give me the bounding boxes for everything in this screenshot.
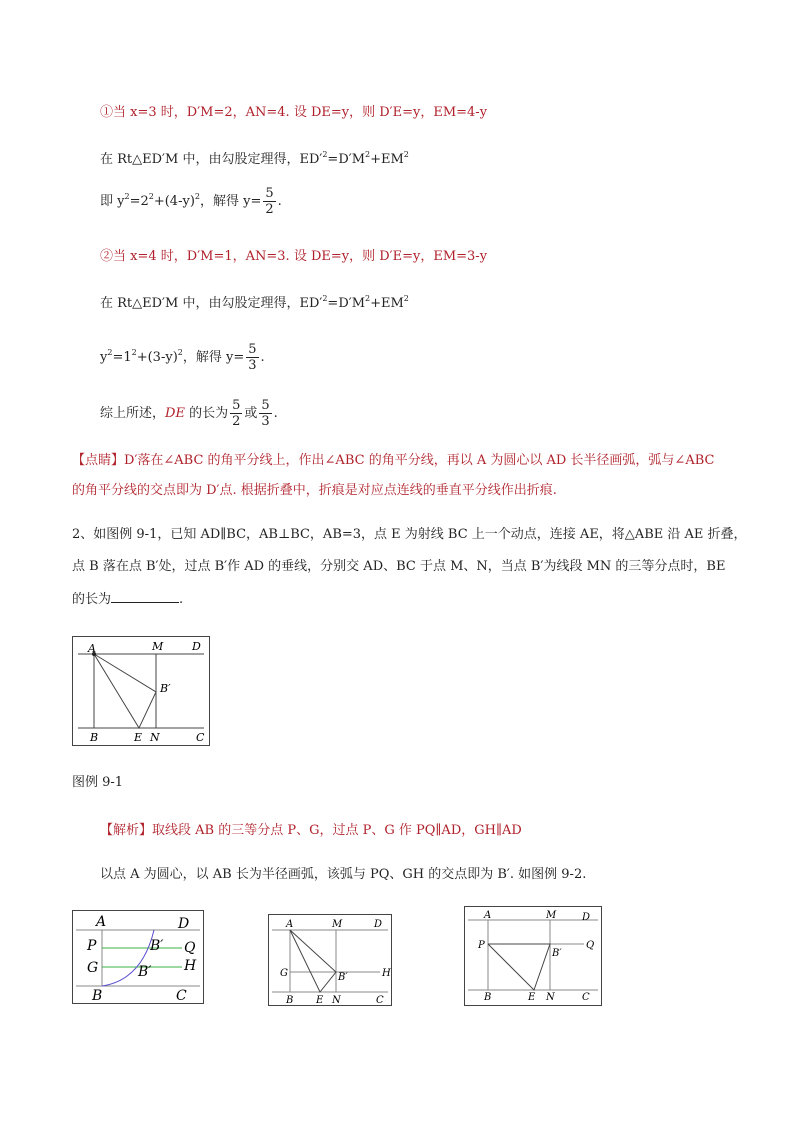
case1-eq-pre: 即 y — [100, 194, 125, 209]
summary-de: DE — [165, 406, 185, 421]
summary-line — [100, 398, 278, 429]
case1-line1 — [100, 104, 487, 122]
frac-num: 5 — [232, 398, 241, 413]
fig2a-label-a: A — [96, 914, 107, 930]
fig2c-label-b: B — [484, 992, 492, 1003]
problem2-line3 — [72, 590, 183, 609]
case2-eq-mid2: +(3-y) — [136, 350, 178, 365]
figure2c-frame — [465, 907, 602, 1006]
sup: 2 — [194, 192, 200, 201]
fig2c-label-e: E — [528, 992, 536, 1003]
tip-tag: 【点睛】 — [72, 453, 125, 468]
frac-num: 5 — [265, 186, 274, 201]
sup: 2 — [131, 348, 137, 357]
case2-pythag-mid: =D′M — [327, 296, 365, 311]
case2-eq-post: ，解得 y= — [182, 350, 245, 365]
sup: 2 — [403, 294, 409, 303]
sup: 2 — [124, 192, 130, 201]
solution-text1: 取线段 AB 的三等分点 P、G，过点 P、G 作 PQ∥AD，GH∥AD — [152, 823, 522, 838]
fig2a-label-d: D — [178, 916, 190, 932]
problem2-line2: 点 B 落在点 B′处，过点 B′作 AD 的垂线，分别交 AD、BC 于点 M、N，当点 B′为线段 MN 的三等分点时，BE — [72, 559, 726, 574]
summary-mid: 的长为 — [184, 406, 229, 421]
sup: 2 — [403, 150, 409, 159]
tip-line1 — [72, 452, 714, 470]
fig1-label-c: C — [196, 731, 205, 744]
sup: 2 — [365, 150, 371, 159]
fig1-label-d: D — [192, 640, 201, 653]
fig2a-label-c: C — [176, 988, 187, 1004]
fig1-label-a: A — [88, 642, 96, 655]
figure-9-2a — [72, 910, 204, 1004]
fig2c-label-bprime: B′ — [552, 948, 562, 959]
frac-den: 3 — [248, 358, 257, 373]
fig2a-label-p: P — [87, 938, 97, 954]
frac-den: 3 — [261, 414, 270, 429]
fig1-label-n: N — [150, 731, 160, 744]
sup: 2 — [148, 192, 154, 201]
case2-eq-pre: y — [100, 350, 108, 365]
case1-text: 当 x=3 时，D′M=2，AN=4. 设 DE=y，则 D′E=y，EM=4-y — [113, 105, 488, 120]
fig2c-label-n: N — [546, 992, 555, 1003]
problem2-end: . — [179, 592, 184, 607]
fig2b-label-b: B — [286, 995, 294, 1006]
fig2b-label-h: H — [382, 968, 391, 979]
case1-pythag-mid: =D′M — [327, 152, 365, 167]
fig2c-label-d: D — [582, 912, 591, 923]
solution-line2: 以点 A 为圆心，以 AB 长为半径画弧，该弧与 PQ、GH 的交点即为 B′. 如图例 9-2. — [100, 867, 587, 882]
frac-den: 2 — [265, 202, 274, 217]
case1-pythag-text: 在 Rt△ED′M 中，由勾股定理得，ED′ — [100, 152, 323, 167]
summary-frac2 — [259, 398, 271, 429]
fig2c-label-m: M — [546, 910, 557, 921]
fig2a-label-bprime1: B′ — [150, 938, 164, 954]
case1-mark: ① — [100, 105, 114, 120]
case1-line3: 即 $y^2=2^2+(4-y)^2$，解得 y= $\frac{5}{2}$ . — [100, 186, 282, 217]
solution-tag: 【解析】 — [100, 823, 153, 838]
figure1-caption: 图例 9-1 — [72, 775, 124, 790]
fig2c-label-a: A — [484, 910, 492, 921]
fig2a-label-q: Q — [184, 940, 196, 956]
sup: 2 — [107, 348, 113, 357]
case1-line2 — [100, 146, 409, 169]
fold-triangle — [94, 654, 156, 728]
frac-den: 2 — [232, 414, 241, 429]
solution-line1 — [100, 822, 522, 840]
frac-num: 5 — [248, 342, 257, 357]
sup: 2 — [322, 150, 328, 159]
fig2b-label-bprime: B′ — [338, 972, 348, 983]
answer-blank — [111, 590, 179, 603]
fig2c-label-c: C — [582, 992, 590, 1003]
fig2b-label-e: E — [316, 995, 324, 1006]
figure-9-1 — [72, 636, 210, 746]
summary-end: . — [273, 406, 278, 421]
case2-line1 — [100, 248, 487, 266]
fig1-label-e: E — [134, 731, 143, 744]
fig2a-label-g: G — [87, 960, 99, 976]
sup: 2 — [365, 294, 371, 303]
case2-line3: $y^2=1^2+(3-y)^2$，解得 y= $\frac{5}{3}$ . — [100, 342, 265, 373]
fig1-label-m: M — [152, 640, 164, 653]
case1-eq-mid2: +(4-y) — [153, 194, 195, 209]
case2-text: 当 x=4 时，D′M=1，AN=3. 设 DE=y，则 D′E=y，EM=3-y — [113, 249, 488, 264]
frac-num: 5 — [261, 398, 270, 413]
fig2b-label-a: A — [286, 919, 294, 930]
fig2b-label-d: D — [374, 919, 383, 930]
case1-pythag-mid2: +EM — [370, 152, 404, 167]
problem2-prompt: 的长为 — [72, 592, 112, 607]
case2-pythag-text: 在 Rt△ED′M 中，由勾股定理得，ED′ — [100, 296, 323, 311]
fig1-label-bprime: B′ — [160, 682, 171, 695]
summary-frac1 — [230, 398, 242, 429]
problem2-line1: 2、如图例 9-1，已知 AD∥BC，AB⊥BC，AB=3，点 E 为射线 BC 上一个动点，连接 AE，将△ABE 沿 AE 折叠， — [72, 527, 747, 542]
case2-line2 — [100, 290, 409, 313]
fig2a-label-bprime2: B′ — [138, 964, 152, 980]
fig2c-label-q: Q — [586, 940, 595, 951]
fold-triangle — [488, 944, 550, 990]
fig1-label-b: B — [90, 731, 99, 744]
case1-eq-post: ，解得 y= — [199, 194, 262, 209]
tip-line2: 的角平分线的交点即为 D′点. 根据折叠中，折痕是对应点连线的垂直平分线作出折痕. — [72, 483, 557, 498]
summary-or: 或 — [244, 406, 258, 421]
summary-pre: 综上所述， — [100, 406, 166, 421]
case2-eq-mid: =1 — [112, 350, 132, 365]
case1-fraction — [263, 186, 275, 217]
fig2b-label-c: C — [376, 995, 384, 1006]
figure-9-2c — [464, 906, 602, 1006]
fig2b-label-g: G — [280, 968, 288, 979]
case2-fraction — [246, 342, 258, 373]
tip-text1: D′落在∠ABC 的角平分线上，作出∠ABC 的角平分线，再以 A 为圆心以 AD 长半径画弧，弧与∠ABC — [124, 453, 715, 468]
fig2b-label-m: M — [332, 919, 343, 930]
figure-9-2b — [268, 914, 392, 1006]
fig2c-label-p: P — [478, 940, 485, 951]
fig2a-label-b: B — [92, 988, 103, 1004]
case1-eq-mid: =2 — [129, 194, 149, 209]
fold-triangle — [290, 930, 336, 992]
case2-pythag-mid2: +EM — [370, 296, 404, 311]
fig2a-label-h: H — [184, 958, 197, 974]
sup: 2 — [177, 348, 183, 357]
fig2b-label-n: N — [332, 995, 341, 1006]
sup: 2 — [322, 294, 328, 303]
case2-mark: ② — [100, 249, 114, 264]
